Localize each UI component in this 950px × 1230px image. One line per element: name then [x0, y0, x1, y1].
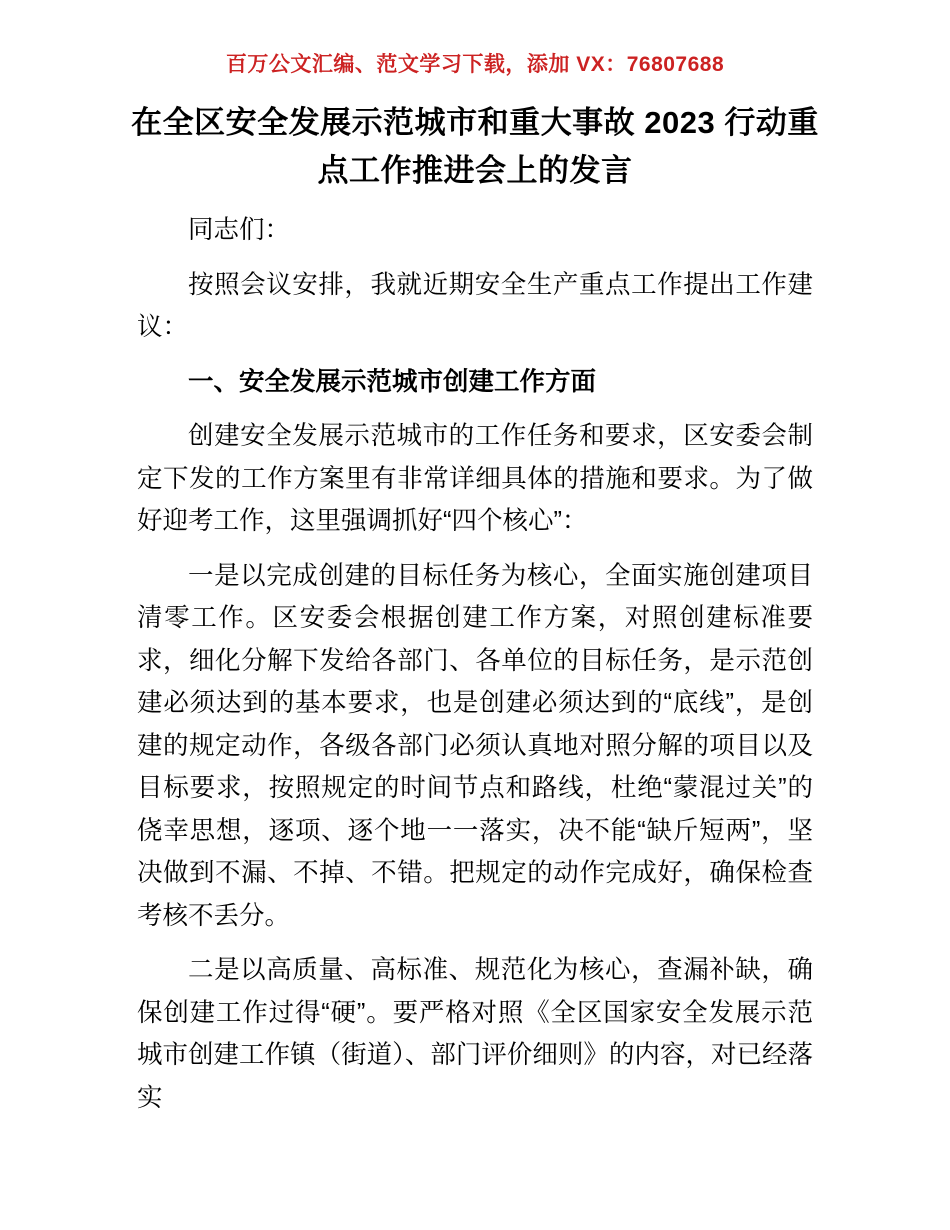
- paragraph-section1-lead: 创建安全发展示范城市的工作任务和要求，区安委会制定下发的工作方案里有非常详细具体的措施和要求。为了做好迎考工作，这里强调抓好“四个核心”：: [137, 422, 813, 536]
- page-title: 在全区安全发展示范城市和重大事故 2023 行动重点工作推进会上的发言: [131, 105, 819, 189]
- paragraph-point-two: 二是以高质量、高标准、规范化为核心，查漏补缺，确保创建工作过得“硬”。要严格对照《全区国家安全发展示范城市创建工作镇（街道）、部门评价细则》的内容，对已经落实: [137, 956, 813, 1112]
- paragraph-point-one: 一是以完成创建的目标任务为核心，全面实施创建项目清零工作。区安委会根据创建工作方案，对照创建标准要求，细化分解下发给各部门、各单位的目标任务，是示范创建必须达到的基本要求，也是创建必须达到的“底线”，是创建的规定动作，各级各部门必须认真地对照分解的项目以及目标要求，按照规定的时间节点和路线，杜绝“蒙混过关”的侥幸思想，逐项、逐个地一一落实，决不能“缺斤短两”，坚决做到不漏、不掉、不错。把规定的动作完成好，确保检查考核不丢分。: [137, 561, 813, 930]
- paragraph-greeting: 同志们：: [188, 216, 291, 245]
- paragraph-intro: 按照会议安排，我就近期安全生产重点工作提出工作建议：: [137, 270, 813, 342]
- document-body: [137, 195, 813, 1119]
- promo-banner: 百万公文汇编、范文学习下载，添加 VX：76807688: [225, 53, 725, 76]
- section-heading-1: 一、安全发展示范城市创建工作方面: [188, 367, 597, 396]
